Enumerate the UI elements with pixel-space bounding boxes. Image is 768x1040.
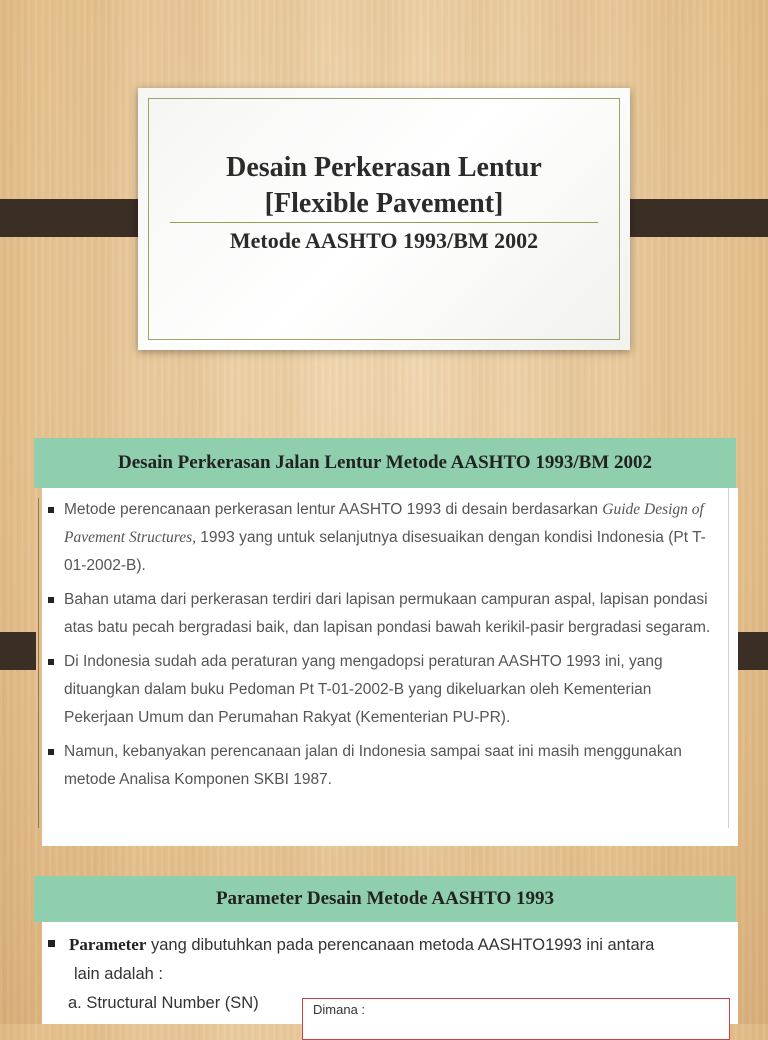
bullet-square-icon [48,749,54,755]
bullet-square-icon [48,940,55,947]
section-header-1-text: Desain Perkerasan Jalan Lentur Metode AASHTO 1993/BM 2002 [118,452,652,473]
title-divider [170,222,598,223]
list-item-text: Bahan utama dari perkerasan terdiri dari lapisan permukaan campuran aspal, lapisan pondasi atas batu pecah bergradasi baik, dan lapisan pondasi bawah kerikil-pasir bergradasi segaram. [64,591,711,636]
title-line-1: Desain Perkerasan Lentur [226,152,542,183]
title-slide-card [138,88,630,350]
decor-bar-left-1 [0,199,155,237]
list-item-text: 1993 yang untuk selanjutnya disesuaikan dengan kondisi Indonesia (Pt T-01-2002-B). [64,529,706,574]
subtitle: Metode AASHTO 1993/BM 2002 [229,228,539,253]
dimana-label: Dimana : [313,1002,366,1017]
list-item-text: Di Indonesia sudah ada peraturan yang mengadopsi peraturan AASHTO 1993 ini, yang dituangkan dalam buku Pedoman Pt T-01-2002-B yang dikeluarkan oleh Kementerian Pekerjaan Umum dan Perumahan Rakyat (Kementerian PU-PR). [64,653,663,726]
content-card-1 [42,488,738,846]
parameter-label: Parameter [69,935,147,954]
list-item [42,586,712,642]
section-header-2 [34,876,736,922]
decor-bar-right-1 [613,199,768,237]
list-item [42,648,712,732]
list-item-italic: Guide Design of Pavement Structures, [64,501,704,546]
parameter-continuation: lain adalah : [74,965,163,983]
bullet-square-icon [48,597,54,603]
bullet-square-icon [48,507,54,513]
list-item-text: Namun, kebanyakan perencanaan jalan di Indonesia sampai saat ini masih menggunakan metode Analisa Komponen SKBI 1987. [64,743,682,788]
list-item [42,738,712,794]
bullet-square-icon [48,659,54,665]
list-item-text: Metode perencanaan perkerasan lentur AASHTO 1993 di desain berdasarkan [64,501,603,518]
section-header-1 [34,438,736,488]
dimana-box [302,998,730,1040]
decor-bar-left-2 [0,632,36,670]
title-line-2: [Flexible Pavement] [264,188,504,219]
parameter-text: yang dibutuhkan pada perencanaan metoda AASHTO1993 ini antara [146,936,655,954]
section-header-2-text: Parameter Desain Metode AASHTO 1993 [215,888,555,909]
card-right-rule [728,488,729,828]
list-item [42,496,712,580]
bullet-list [42,496,712,800]
item-a: a. Structural Number (SN) [68,994,259,1012]
card-left-rule [38,498,39,828]
